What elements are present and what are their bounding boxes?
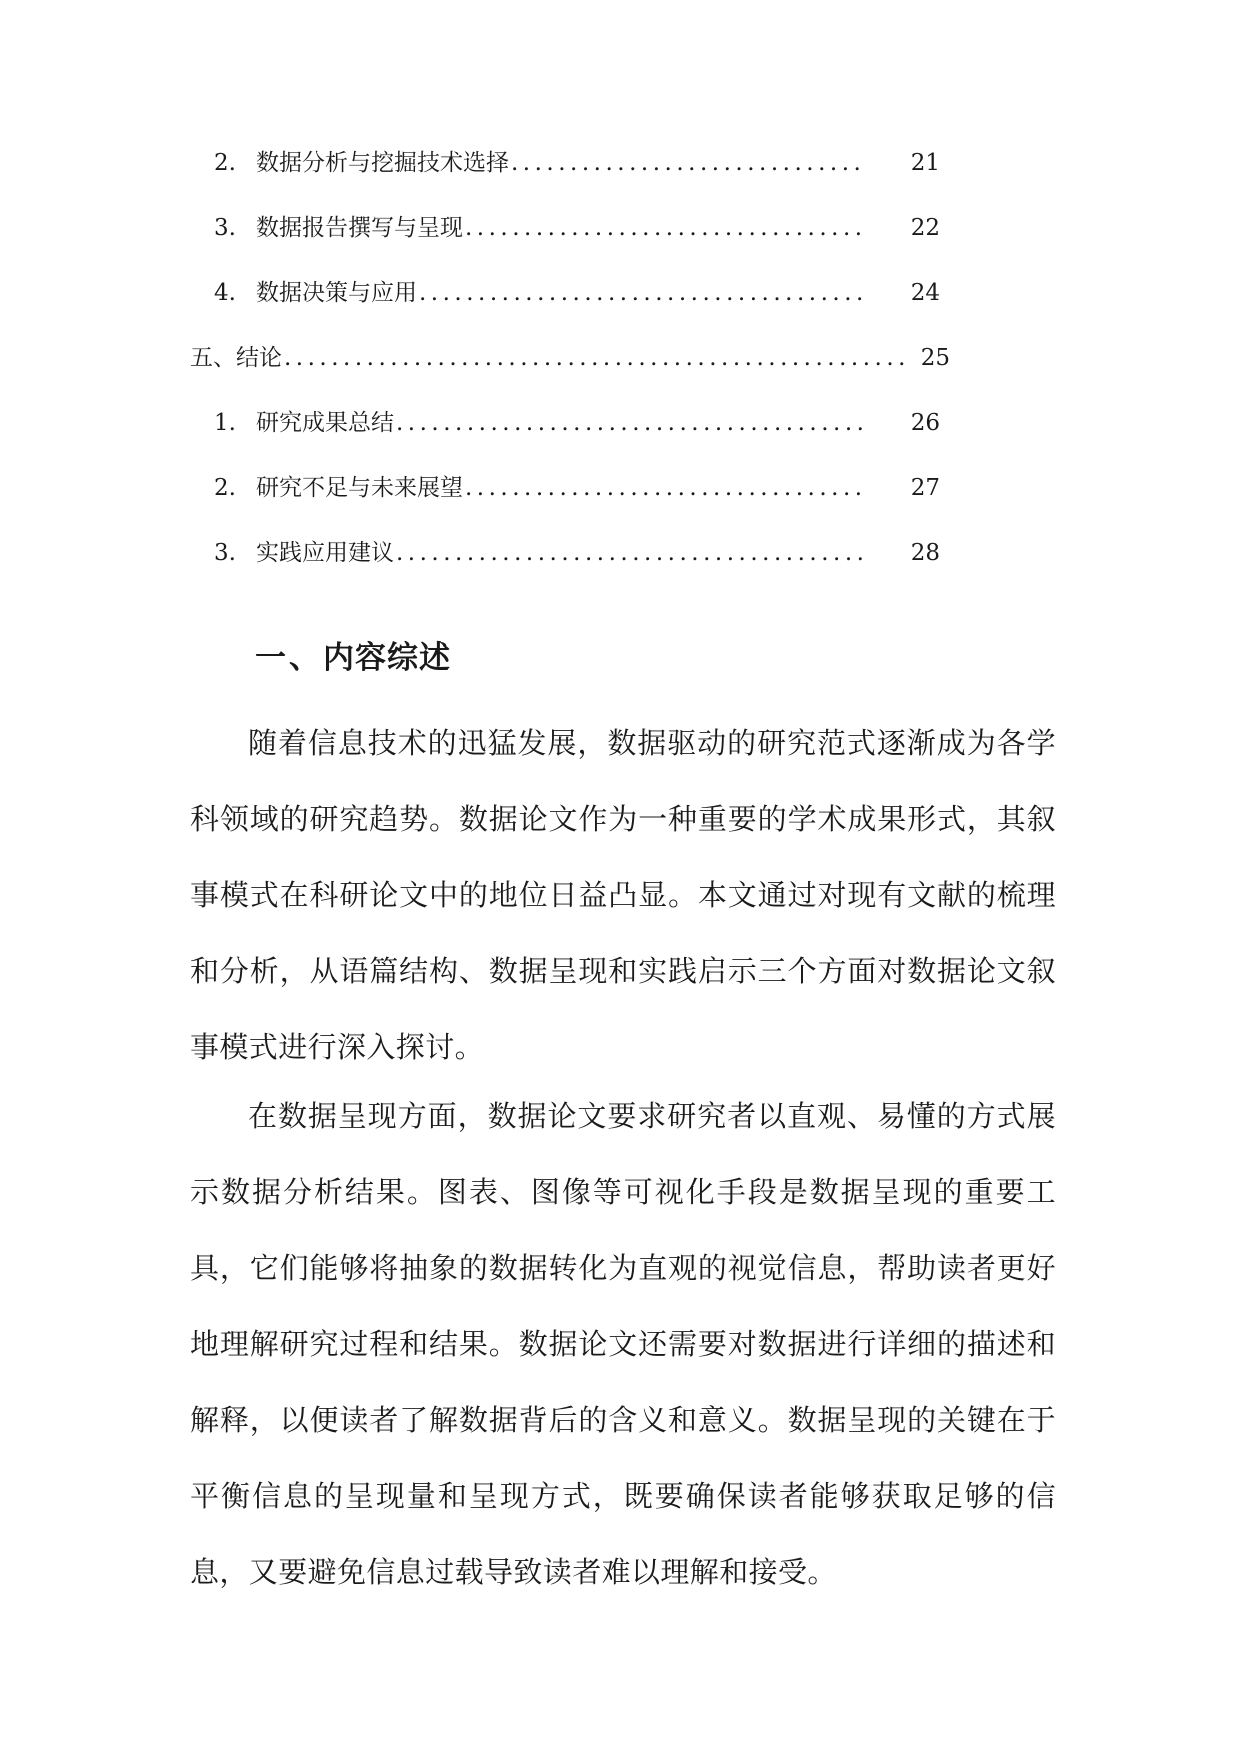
toc-entry-number: 2. — [214, 475, 236, 501]
toc-entry-title: 五、结论 — [190, 345, 282, 371]
toc-entry-title: 研究不足与未来展望 — [256, 475, 463, 501]
toc-entry[interactable] — [190, 278, 940, 343]
toc-dot-leader: ........................................ — [396, 410, 869, 436]
toc-entry-page: 24 — [910, 280, 940, 306]
toc-entry[interactable] — [190, 538, 940, 603]
section-title: 内容综述 — [323, 640, 451, 676]
toc-entry-page: 22 — [910, 215, 940, 241]
toc-dot-leader: .................................. — [465, 475, 867, 501]
body-paragraph: 在数据呈现方面，数据论文要求研究者以直观、易懂的方式展示数据分析结果。图表、图像等可视化手段是数据呈现的重要工具，它们能够将抽象的数据转化为直观的视觉信息，帮助读者更好地理解研究过程和结果。数据论文还需要对数据进行详细的描述和解释，以便读者了解数据背后的含义和意义。数据呈现的关键在于平衡信息的呈现量和呈现方式，既要确保读者能够获取足够的信息，又要避免信息过载导致读者难以理解和接受。 — [190, 1099, 1056, 1589]
toc-entry-number: 3. — [214, 540, 236, 566]
toc-entry-page: 27 — [910, 475, 940, 501]
toc-entry-title: 实践应用建议 — [256, 540, 394, 566]
toc-entry[interactable] — [190, 408, 940, 473]
toc-dot-leader: ........................................ — [396, 540, 869, 566]
toc-entry-page: 25 — [920, 345, 950, 371]
toc-entry-number: 4. — [214, 280, 236, 306]
toc-entry[interactable] — [190, 473, 940, 538]
toc-entry-title: 数据决策与应用 — [256, 280, 417, 306]
toc-chapter-entry[interactable] — [190, 343, 950, 408]
toc-entry[interactable] — [190, 213, 940, 278]
toc-dot-leader: ...................................... — [419, 280, 868, 306]
toc-dot-leader: ..................................................... — [284, 345, 910, 371]
toc-dot-leader: .............................. — [511, 150, 866, 176]
section-number: 一 — [255, 640, 287, 676]
toc-entry-page: 21 — [910, 150, 940, 176]
table-of-contents — [190, 148, 950, 603]
toc-entry-number: 3. — [214, 215, 236, 241]
toc-entry-title: 数据分析与挖掘技术选择 — [256, 150, 509, 176]
section-separator: 、 — [289, 640, 321, 676]
toc-entry-title: 数据报告撰写与呈现 — [256, 215, 463, 241]
toc-entry-number: 1. — [214, 410, 236, 436]
toc-entry-page: 26 — [910, 410, 940, 436]
body-paragraph: 随着信息技术的迅猛发展，数据驱动的研究范式逐渐成为各学科领域的研究趋势。数据论文作为一种重要的学术成果形式，其叙事模式在科研论文中的地位日益凸显。本文通过对现有文献的梳理和分析，从语篇结构、数据呈现和实践启示三个方面对数据论文叙事模式进行深入探讨。 — [190, 726, 1056, 1064]
toc-entry-page: 28 — [910, 540, 940, 566]
section-heading — [255, 636, 451, 680]
toc-dot-leader: .................................. — [465, 215, 867, 241]
toc-entry-title: 研究成果总结 — [256, 410, 394, 436]
toc-entry[interactable] — [190, 148, 940, 213]
toc-entry-number: 2. — [214, 150, 236, 176]
